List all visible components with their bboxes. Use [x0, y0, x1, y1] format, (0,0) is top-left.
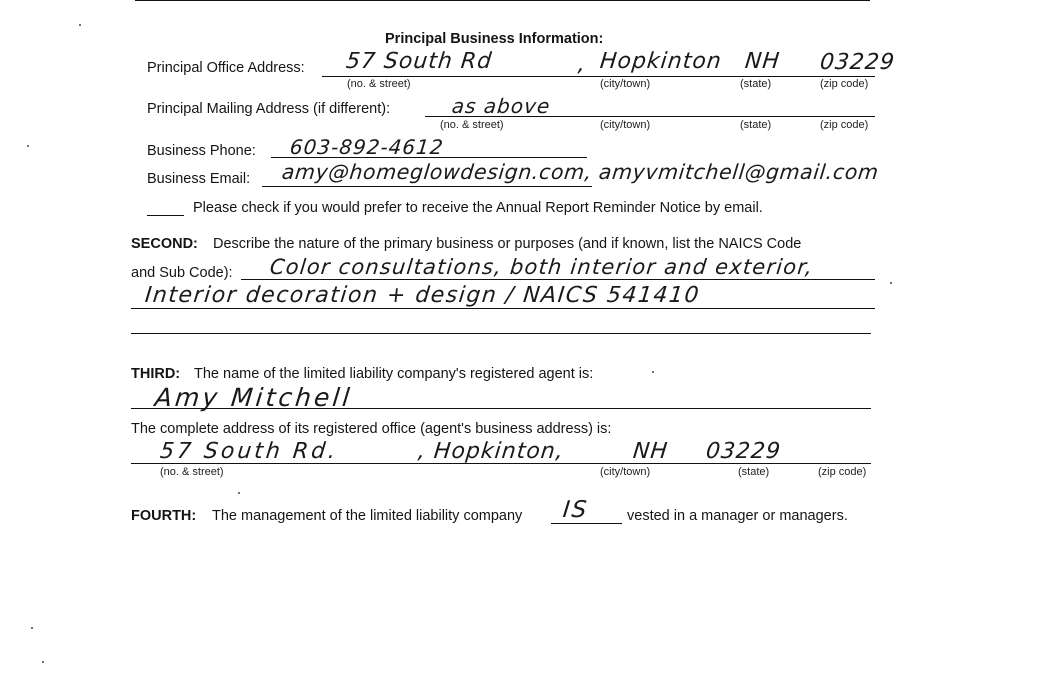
registered-agent-value: Amy Mitchell — [153, 383, 354, 412]
scan-speck — [652, 371, 654, 373]
agent-city-value: , Hopkinton, — [416, 439, 566, 464]
office-zip-caption: (zip code) — [820, 78, 869, 90]
management-value: IS — [561, 497, 590, 523]
scan-speck — [31, 627, 33, 629]
purpose-line-2 — [131, 308, 875, 309]
third-heading: THIRD: — [131, 366, 181, 382]
email-notice-text: Please check if you would prefer to receive the Annual Report Reminder Notice by email. — [193, 200, 763, 216]
phone-line — [271, 157, 587, 158]
mailing-state-caption: (state) — [740, 119, 772, 131]
scan-speck — [890, 282, 892, 284]
scan-speck — [238, 492, 240, 494]
business-purpose-line1: Color consultations, both interior and exterior, — [268, 255, 815, 279]
agent-zip-value: 03229 — [704, 439, 783, 464]
office-separator: , — [576, 52, 588, 77]
section-header: Principal Business Information: — [385, 31, 604, 47]
management-line — [551, 523, 622, 524]
agent-zip-caption: (zip code) — [818, 466, 867, 478]
agent-name-line — [131, 408, 871, 409]
mailing-address-line — [425, 116, 875, 117]
principal-office-label: Principal Office Address: — [147, 60, 305, 76]
email-notice-checkbox[interactable] — [147, 215, 184, 216]
office-address-line — [322, 76, 875, 77]
mailing-city-caption: (city/town) — [600, 119, 651, 131]
scan-speck — [79, 24, 81, 26]
purpose-line-3 — [131, 333, 871, 334]
agent-street-value: 57 South Rd. — [158, 439, 340, 464]
agent-street-caption: (no. & street) — [160, 466, 224, 478]
mailing-zip-caption: (zip code) — [820, 119, 869, 131]
agent-state-caption: (state) — [738, 466, 770, 478]
registered-office-label: The complete address of its registered office (agent's business address) is: — [131, 421, 612, 437]
fourth-heading: FOURTH: — [131, 508, 197, 524]
top-rule — [135, 0, 870, 1]
scan-speck — [42, 661, 44, 663]
office-state-caption: (state) — [740, 78, 772, 90]
scan-speck — [27, 145, 29, 147]
agent-state-value: NH — [631, 439, 670, 464]
email-label: Business Email: — [147, 171, 251, 187]
office-city-caption: (city/town) — [600, 78, 651, 90]
business-purpose-line2: Interior decoration + design / NAICS 541410 — [143, 283, 702, 308]
office-state-value: NH — [743, 49, 782, 74]
phone-label: Business Phone: — [147, 143, 256, 159]
phone-value: 603-892-4612 — [288, 135, 445, 159]
office-street-caption: (no. & street) — [347, 78, 411, 90]
office-street-value: 57 South Rd — [344, 49, 494, 74]
agent-city-caption: (city/town) — [600, 466, 651, 478]
purpose-line-1 — [241, 279, 875, 280]
fourth-description: The management of the limited liability company — [212, 508, 523, 524]
email-value: amy@homeglowdesign.com, amyvmitchell@gmail.com — [280, 160, 881, 184]
second-subcode-label: and Sub Code): — [131, 265, 233, 281]
office-zip-value: 03229 — [818, 50, 897, 75]
second-heading: SECOND: — [131, 236, 198, 252]
office-city-value: Hopkinton — [598, 49, 724, 74]
third-description: The name of the limited liability company's registered agent is: — [194, 366, 594, 382]
mailing-street-caption: (no. & street) — [440, 119, 504, 131]
fourth-description-end: vested in a manager or managers. — [627, 508, 848, 524]
agent-address-line — [131, 463, 871, 464]
email-line — [262, 186, 592, 187]
second-description: Describe the nature of the primary business or purposes (and if known, list the NAICS Code — [213, 236, 802, 252]
mailing-label: Principal Mailing Address (if different): — [147, 101, 391, 117]
mailing-value: as above — [450, 94, 552, 118]
